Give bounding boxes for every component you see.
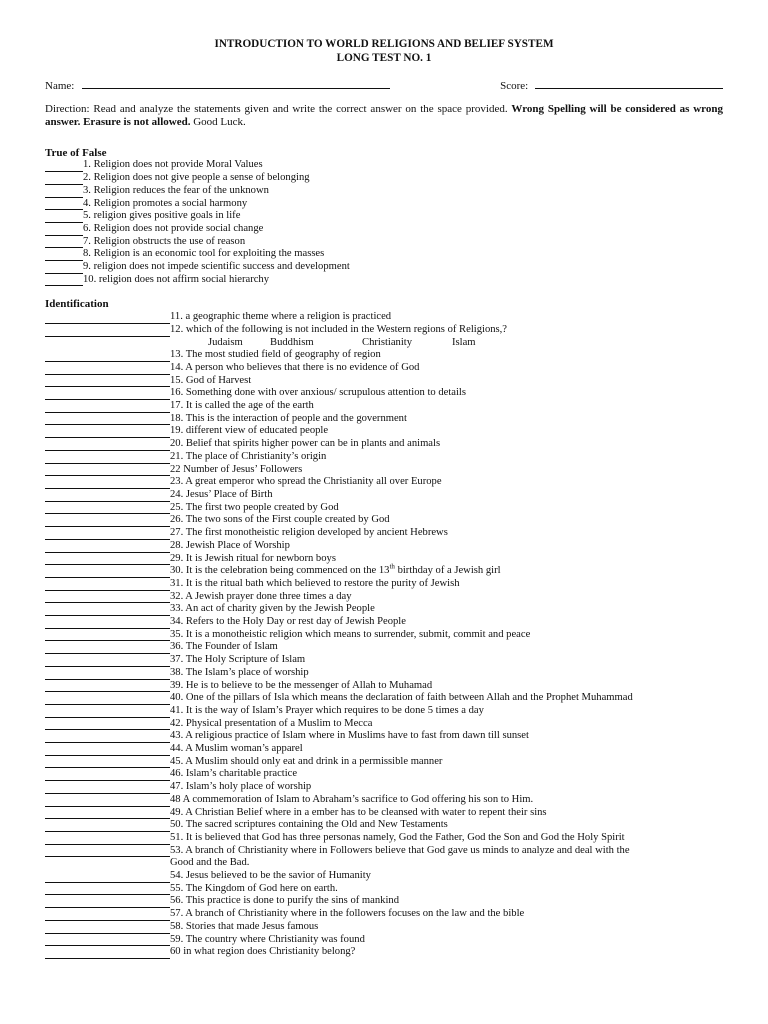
answer-blank[interactable] [45, 884, 170, 895]
question-text: 55. The Kingdom of God here on earth. [170, 882, 338, 894]
question-item [45, 362, 723, 375]
title-line-1: INTRODUCTION TO WORLD RELIGIONS AND BELIEF SYSTEM [214, 38, 554, 50]
question-text: 30. It is the celebration being commenced on the 13th birthday of a Jewish girl [170, 562, 501, 577]
question-text: 17. It is called the age of the earth [170, 400, 314, 412]
question-text: 37. The Holy Scripture of Islam [170, 654, 306, 666]
question-text: 19. different view of educated people [170, 425, 329, 437]
score-group [500, 78, 723, 93]
question-item [45, 413, 723, 426]
choice-option: Christianity [362, 336, 413, 348]
answer-blank[interactable] [45, 263, 83, 274]
answer-blank[interactable] [45, 834, 170, 845]
question-item [45, 692, 723, 705]
answer-blank[interactable] [45, 707, 170, 718]
question-item [45, 159, 723, 172]
answer-blank[interactable] [45, 745, 170, 756]
question-text: 48 A commemoration of Islam to Abraham’s sacrifice to God offering his son to Him. [170, 793, 534, 805]
question-text: 15. God of Harvest [170, 374, 252, 386]
question-text: 8. Religion is an economic tool for exploiting the masses [83, 248, 325, 260]
answer-blank[interactable] [45, 872, 170, 883]
choice-option: Buddhism [270, 336, 314, 348]
question-item [45, 172, 723, 185]
question-item [45, 743, 723, 756]
answer-blank[interactable] [45, 402, 170, 413]
answer-blank[interactable] [45, 250, 83, 261]
question-item [45, 375, 723, 388]
question-item [45, 223, 723, 236]
question-item [45, 768, 723, 781]
question-text: 38. The Islam’s place of worship [170, 666, 309, 678]
q12-choices [45, 337, 723, 350]
direction-text: Direction: Read and analyze the statements given and write the correct answer on the space provided. Wrong Spelling will be considered as wrong answer. Erasure is not allowed. Good Luck. [45, 102, 723, 129]
choice-option: Islam [452, 336, 476, 348]
answer-blank[interactable] [45, 694, 170, 705]
question-text: 35. It is a monotheistic religion which means to surrender, submit, commit and peace [170, 628, 531, 640]
question-text: 56. This practice is done to purify the sins of mankind [170, 895, 400, 907]
answer-blank[interactable] [45, 414, 170, 425]
question-text: 41. It is the way of Islam’s Prayer which requires to be done 5 times a day [170, 704, 484, 716]
question-item [45, 870, 723, 883]
question-item [45, 680, 723, 693]
answer-blank[interactable] [45, 225, 83, 236]
question-item [45, 781, 723, 794]
question-item [45, 705, 723, 718]
question-text: 21. The place of Christianity’s origin [170, 450, 327, 462]
question-text: 33. An act of charity given by the Jewish People [170, 603, 375, 615]
question-text: 39. He is to believe to be the messenger of Allah to Muhamad [170, 679, 433, 691]
question-item [45, 908, 723, 921]
question-item [45, 654, 723, 667]
question-item [45, 629, 723, 642]
question-item [45, 946, 723, 959]
question-item [45, 274, 723, 287]
answer-blank[interactable] [45, 910, 170, 921]
question-item [45, 236, 723, 249]
question-text: 27. The first monotheistic religion developed by ancient Hebrews [170, 527, 448, 539]
answer-blank[interactable] [45, 567, 170, 578]
answer-blank[interactable] [45, 389, 170, 400]
question-text: 13. The most studied field of geography of region [170, 349, 381, 361]
answer-blank[interactable] [45, 212, 83, 223]
question-item [45, 324, 723, 337]
answer-blank[interactable] [45, 630, 170, 641]
question-text: 28. Jewish Place of Worship [170, 539, 290, 551]
choice-option: Judaism [208, 336, 243, 348]
question-text: 11. a geographic theme where a religion is practiced [170, 311, 392, 323]
question-item [45, 794, 723, 807]
question-item [45, 476, 723, 489]
question-item [45, 438, 723, 451]
question-item [45, 527, 723, 540]
answer-blank[interactable] [45, 376, 170, 387]
answer-blank[interactable] [45, 719, 170, 730]
question-item [45, 198, 723, 211]
answer-blank[interactable] [45, 618, 170, 629]
answer-blank[interactable] [45, 783, 170, 794]
question-item [45, 210, 723, 223]
answer-blank[interactable] [45, 681, 170, 692]
question-text: 49. A Christian Belief where in a ember has to be cleansed with water to repent their sins [170, 806, 547, 818]
question-text: 23. A great emperor who spread the Christianity all over Europe [170, 476, 442, 488]
question-item [45, 514, 723, 527]
answer-blank[interactable] [45, 275, 83, 286]
question-item [45, 553, 723, 566]
question-item [45, 349, 723, 362]
answer-blank[interactable] [45, 808, 170, 819]
question-item [45, 311, 723, 324]
question-item [45, 667, 723, 680]
answer-blank[interactable] [45, 757, 170, 768]
answer-blank[interactable] [45, 935, 170, 946]
answer-blank[interactable] [45, 592, 170, 603]
question-item [45, 934, 723, 947]
answer-blank[interactable] [45, 478, 170, 489]
question-text: 24. Jesus’ Place of Birth [170, 488, 273, 500]
question-text: 3. Religion reduces the fear of the unknown [83, 184, 269, 196]
answer-blank[interactable] [45, 554, 170, 565]
question-text: 5. religion gives positive goals in life [83, 210, 241, 222]
question-text: 18. This is the interaction of people and the government [170, 412, 407, 424]
question-text: 22 Number of Jesus’ Followers [170, 463, 303, 475]
name-group [45, 78, 390, 93]
question-text: 43. A religious practice of Islam where in Muslims have to fast from dawn till sunset [170, 730, 529, 742]
title-line-2: LONG TEST NO. 1 [336, 51, 432, 64]
question-text: 29. It is Jewish ritual for newborn boys [170, 552, 336, 564]
question-item [45, 261, 723, 274]
score-label: Score: [500, 80, 529, 92]
question-item [45, 464, 723, 477]
question-text: 58. Stories that made Jesus famous [170, 920, 319, 932]
test-title [45, 38, 723, 65]
question-text: 45. A Muslim should only eat and drink in a permissible manner [170, 755, 443, 767]
name-label: Name: [45, 80, 75, 92]
name-field[interactable] [82, 78, 390, 89]
question-item [45, 730, 723, 743]
question-item [45, 895, 723, 908]
question-item [45, 591, 723, 604]
question-text: 57. A branch of Christianity where in the followers focuses on the law and the bible [170, 908, 525, 920]
answer-blank[interactable] [45, 923, 170, 934]
answer-blank[interactable] [45, 199, 83, 210]
question-text: 42. Physical presentation of a Muslim to Mecca [170, 717, 373, 729]
question-text: 2. Religion does not give people a sense of belonging [83, 172, 310, 184]
answer-blank[interactable] [45, 516, 170, 527]
answer-blank[interactable] [45, 453, 170, 464]
answer-blank[interactable] [45, 605, 170, 616]
question-item [45, 718, 723, 731]
answer-blank[interactable] [45, 503, 170, 514]
question-text: 53. A branch of Christianity where in Followers believe that God gave us minds to analyze and deal with the [170, 844, 630, 856]
identification-list [45, 311, 723, 959]
question-item [45, 832, 723, 845]
answer-blank[interactable] [45, 491, 170, 502]
question-item [45, 819, 723, 832]
true-false-list [45, 159, 723, 286]
question-text: 60 in what region does Christianity belong? [170, 946, 356, 958]
question-item [45, 400, 723, 413]
question-text: 14. A person who believes that there is no evidence of God [170, 361, 420, 373]
answer-blank[interactable] [45, 529, 170, 540]
question-text: 9. religion does not impede scientific success and development [83, 261, 350, 273]
question-item [45, 807, 723, 820]
question-item [45, 578, 723, 591]
answer-blank[interactable] [45, 313, 170, 324]
question-text: 46. Islam’s charitable practice [170, 768, 298, 780]
question-text: 36. The Founder of Islam [170, 641, 278, 653]
question-text: 7. Religion obstructs the use of reason [83, 235, 246, 247]
question-item [45, 387, 723, 400]
question-text: 10. religion does not affirm social hierarchy [83, 273, 270, 285]
answer-blank[interactable] [45, 440, 170, 451]
question-item [45, 502, 723, 515]
question-text: 1. Religion does not provide Moral Values [83, 159, 263, 171]
q53-continuation: Good and the Bad. [170, 857, 250, 869]
question-text: 59. The country where Christianity was found [170, 933, 365, 945]
answer-blank[interactable] [45, 669, 170, 680]
identification-heading: Identification [45, 298, 109, 311]
answer-blank[interactable] [45, 948, 170, 959]
answer-blank[interactable] [45, 656, 170, 667]
question-text: 4. Religion promotes a social harmony [83, 197, 248, 209]
question-item [45, 451, 723, 464]
question-item [45, 185, 723, 198]
question-item [45, 540, 723, 553]
question-item [45, 603, 723, 616]
answer-blank[interactable] [45, 821, 170, 832]
answer-blank[interactable] [45, 465, 170, 476]
answer-blank[interactable] [45, 187, 83, 198]
question-item [45, 845, 723, 858]
question-item [45, 921, 723, 934]
question-text: 20. Belief that spirits higher power can be in plants and animals [170, 438, 441, 450]
question-text: 12. which of the following is not included in the Western regions of Religions,? [170, 323, 508, 335]
question-item [45, 616, 723, 629]
answer-blank[interactable] [45, 364, 170, 375]
question-text: 31. It is the ritual bath which believed to restore the purity of Jewish [170, 577, 460, 589]
answer-blank[interactable] [45, 427, 170, 438]
answer-blank[interactable] [45, 643, 170, 654]
question-text: 6. Religion does not provide social change [83, 222, 264, 234]
true-false-heading: True of False [45, 146, 107, 159]
answer-blank[interactable] [45, 897, 170, 908]
question-text: 54. Jesus believed to be the savior of Humanity [170, 870, 371, 882]
answer-blank[interactable] [45, 161, 83, 172]
question-item [45, 883, 723, 896]
question-item [45, 489, 723, 502]
answer-blank[interactable] [45, 174, 83, 185]
question-item [45, 562, 723, 578]
answer-blank[interactable] [45, 846, 170, 857]
question-text: 34. Refers to the Holy Day or rest day of Jewish People [170, 616, 406, 628]
answer-blank[interactable] [45, 237, 83, 248]
answer-blank[interactable] [45, 326, 170, 337]
question-text: 51. It is believed that God has three personas namely, God the Father, God the Son and God the Holy Spirit [170, 831, 625, 843]
answer-blank[interactable] [45, 542, 170, 553]
question-text: 40. One of the pillars of Isla which means the declaration of faith between Allah and the Prophet Muhammad [170, 692, 633, 704]
question-item [45, 425, 723, 438]
question-text: 16. Something done with over anxious/ scrupulous attention to details [170, 387, 466, 399]
name-score-row [45, 78, 723, 93]
answer-blank[interactable] [45, 351, 170, 362]
score-field[interactable] [535, 78, 723, 89]
question-item [45, 248, 723, 261]
question-text: 50. The sacred scriptures containing the Old and New Testaments [170, 819, 448, 831]
answer-blank[interactable] [45, 580, 170, 591]
question-text: 26. The two sons of the First couple created by God [170, 514, 390, 526]
question-text: 32. A Jewish prayer done three times a day [170, 590, 352, 602]
answer-blank[interactable] [45, 796, 170, 807]
answer-blank[interactable] [45, 732, 170, 743]
question-item [45, 756, 723, 769]
answer-blank[interactable] [45, 770, 170, 781]
question-item [45, 641, 723, 654]
question-text: 47. Islam’s holy place of worship [170, 781, 312, 793]
question-text: 44. A Muslim woman’s apparel [170, 743, 303, 755]
question-text: 25. The first two people created by God [170, 501, 339, 513]
